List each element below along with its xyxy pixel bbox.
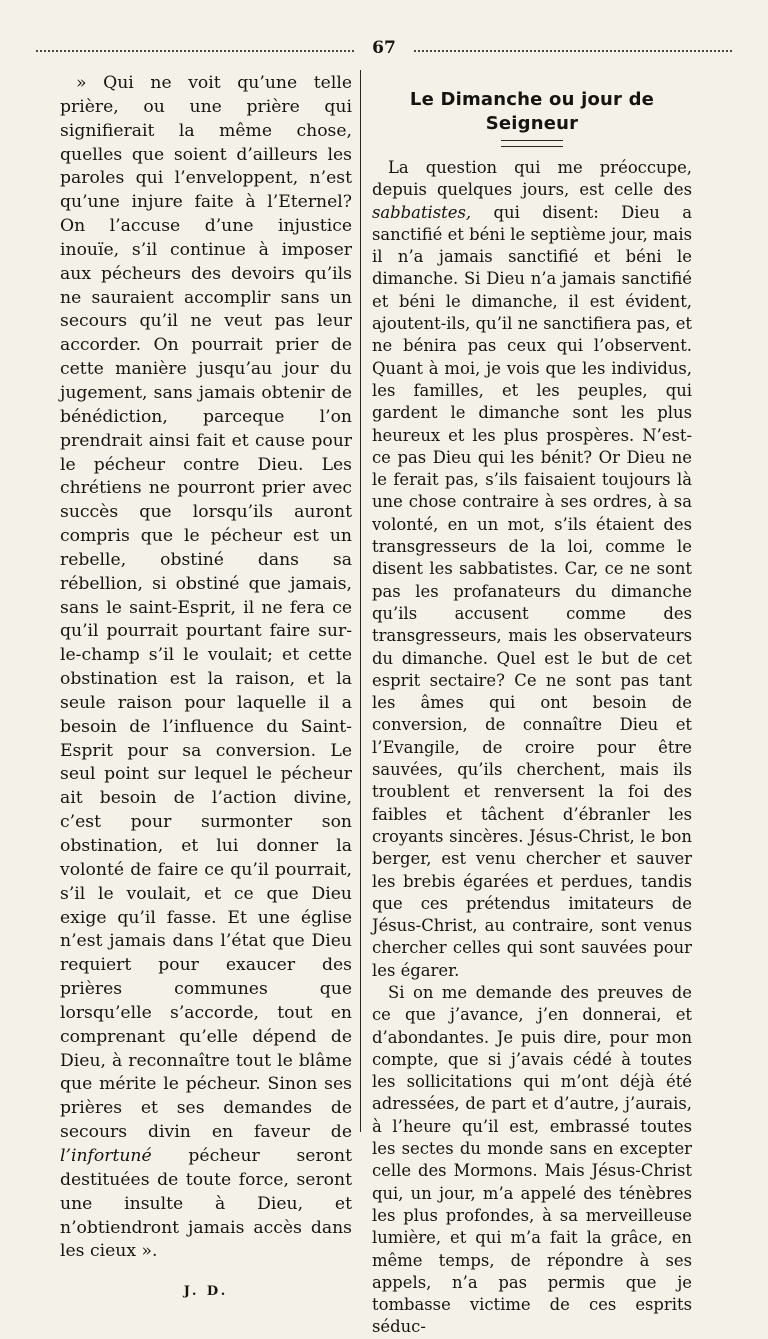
quote-text-end: pécheur seront destituées de toute force, seront une insulte à Dieu, et n’obtiendront jamais accès dans les cieux ».	[60, 1145, 352, 1262]
p1-italic: sabbatistes,	[372, 202, 472, 222]
quote-paragraph	[60, 72, 352, 1264]
right-column	[372, 88, 692, 1339]
author-signature: J. D.	[183, 1284, 229, 1300]
header-rule-right	[414, 50, 732, 52]
p1-rest: qui disent: Dieu a sanctifié et béni le septième jour, mais il n’a jamais sanctifié et béni le dimanche. Si Dieu n’a jamais sanctifié et béni le dimanche, il est évident, ajoutent-ils, qu’il ne sanctifiera pas, et ne bénira pas ceux qui l’observent. Quant à moi, je vois que les individus, les familles, et les peuples, qui gardent le dimanche sont les plus heureux et les plus prospères. N’est-ce pas Dieu qui les bénit? Or Dieu ne le ferait pas, s’ils faisaient toujours là une chose contraire à ses ordres, à sa volonté, en un mot, s’ils étaient des transgresseurs de la loi, comme le disent les sabbatistes. Car, ce ne sont pas les profanateurs du dimanche qu’ils accusent comme des transgresseurs, mais les observateurs du dimanche. Quel est le but de cet esprit sectaire? Ce ne sont pas tant les âmes qui ont besoin de conversion, de connaître Dieu et l’Evangile, de croire pour être sauvées, qu’ils cherchent, mais ils troublent et renversent la foi des faibles et tâchent d’ébranler les croyants sincères. Jésus-Christ, le bon berger, est venu chercher et sauver les brebis égarées et perdues, tandis que ces prétendus imitateurs de Jésus-Christ, au contraire, sont venus chercher celles qui sont sauvées pour les égarer.	[372, 202, 692, 980]
quote-text: » Qui ne voit qu’une telle prière, ou une prière qui signifierait la même chose, quelles que soient d’ailleurs les paroles qui l’enveloppent, n’est qu’une injure faite à l’Eternel? On l’accuse d’une injustice inouïe, s’il continue à imposer aux pécheurs des devoirs qu’ils ne sauraient accomplir sans un secours qu’il ne veut pas leur accorder. On pourrait prier de cette manière jusqu’au jour du jugement, sans jamais obtenir de bénédiction, parceque l’on prendrait ainsi fait et cause pour le pécheur contre Dieu. Les chrétiens ne pourront prier avec succès que lorsqu’ils auront compris que le pécheur est un rebelle, obstiné dans sa rébellion, si obstiné que jamais, sans le saint-Esprit, il ne fera ce qu’il pourrait pourtant faire sur-le-champ s’il le voulait; et cette obstination est la raison, et la seule raison pour laquelle il a besoin de l’influence du Saint-Esprit pour sa conversion. Le seul point sur lequel le pécheur ait besoin de l’action divine, c’est pour surmonter son obstination, et lui donner la volonté de faire ce qu’il pourrait, s’il le voulait, et ce que Dieu exige qu’il fasse. Et une église n’est jamais dans l’état que Dieu requiert pour exaucer des prières communes que lorsqu’elle s’accorde, tout en comprenant qu’elle dépend de Dieu, à reconnaître tout le blâme que mérite le pécheur. Sinon ses prières et ses demandes de secours divin en faveur de	[60, 73, 352, 1143]
column-divider	[360, 70, 361, 1132]
title-ornament-rule	[501, 140, 563, 147]
p1-start: La question qui me préoccupe, depuis quelques jours, est celle des	[372, 158, 692, 200]
article-title: Le Dimanche ou jour de Seigneur	[409, 89, 655, 134]
article-paragraph-1	[372, 157, 692, 982]
article-paragraph-2: Si on me demande des preuves de ce que j’avance, j’en donnerai, et d’abondantes. Je puis dire, pour mon compte, que si j’avais cédé à toutes les sollicitations qui m’ont déjà été adressées, de part et d’autre, j’aurais, à l’heure qu’il est, embrassé toutes les sectes du monde sans en excepter celle des Mormons. Mais Jésus-Christ qui, un jour, m’a appelé des ténèbres les plus profondes, à sa merveilleuse lumière, et qui m’a fait la grâce, en même temps, de répondre à ses appels, n’a pas permis que je tombasse victime de ces esprits séduc-	[372, 982, 692, 1337]
left-column	[60, 72, 352, 1304]
header-rule-left	[36, 50, 354, 52]
page-number: 67	[372, 38, 396, 58]
italic-word: l’infortuné	[60, 1145, 152, 1166]
page-header	[36, 38, 732, 60]
